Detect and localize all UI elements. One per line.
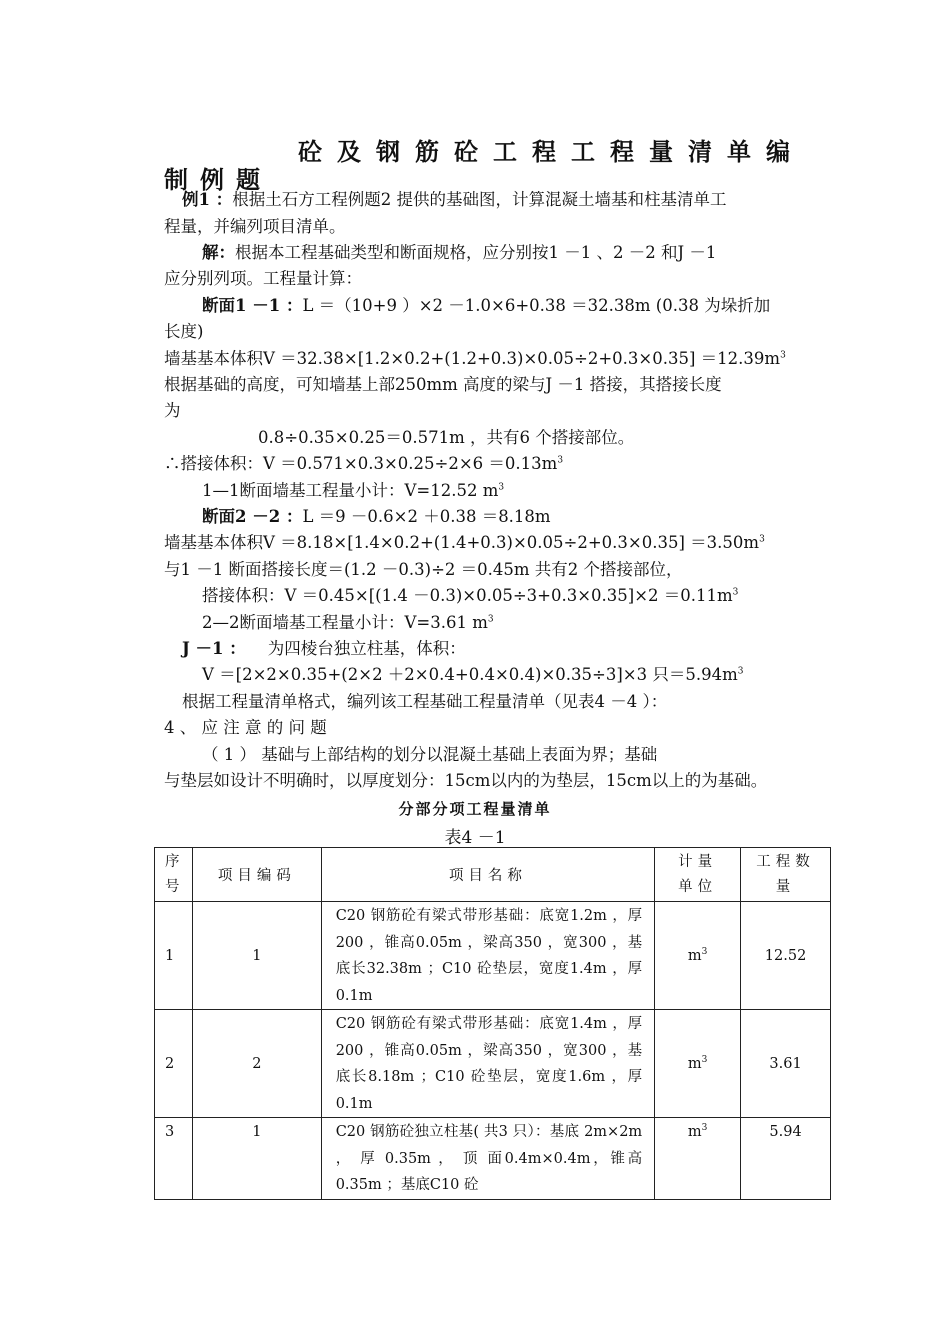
table-title: 分部分项工程量清单: [398, 800, 552, 818]
table-row: [155, 1010, 831, 1118]
row-1-seq: 1: [155, 902, 193, 1010]
solution-text: 根据本工程基础类型和断面规格，应分别按1 －1 、2 －2 和J －1: [235, 243, 717, 262]
row-2-seq: 2: [155, 1010, 193, 1118]
doc-title-line1: 砼及钢筋砼工程工程量清单编: [298, 137, 805, 166]
overlap-volume-2-text: 搭接体积：V ＝0.45×[(1.4 －0.3)×0.05÷3+0.3×0.35]×2 ＝0.11m: [202, 586, 733, 605]
column-base-text: 为四棱台独立柱基，体积：: [267, 639, 466, 658]
unit-superscript: 3: [737, 666, 744, 677]
row-3-unit-text: m: [687, 1124, 702, 1140]
unit-superscript: 3: [498, 482, 505, 493]
row-1-unit-text: m: [687, 947, 702, 964]
section-1-length-cont: 长度): [164, 322, 204, 341]
doc-title-line2: 制例题: [164, 165, 272, 194]
row-3-seq: 3: [155, 1118, 193, 1200]
overlap-length-2: 与1 －1 断面搭接长度＝(1.2 －0.3)÷2 ＝0.45m 共有2 个搭接部位，: [164, 560, 683, 579]
section-2-length: [202, 506, 551, 528]
overlap-length: 0.8÷0.35×0.25＝0.571m ，共有6 个搭接部位。: [258, 428, 635, 447]
row-3-name: C20 钢筋砼独立柱基( 共3 只）：基底 2m×2m ， 厚 0.35m ， 顶 面0.4m×0.4m，锥高0.35m ；基底C10 砼: [321, 1118, 654, 1200]
row-1-unit: [655, 902, 741, 1010]
unit-superscript: 3: [732, 587, 739, 598]
example-statement: [182, 189, 726, 211]
section-2-label: 断面2 －2 ：: [202, 507, 303, 526]
column-base-volume-text: V ＝[2×2×0.35+(2×2 ＋2×0.4+0.4×0.4)×0.35÷3]×3 只＝5.94m: [202, 665, 738, 684]
header-seq: 序号: [155, 848, 193, 902]
solution-intro-cont: 应分别列项。工程量计算：: [164, 269, 362, 288]
wall-base-volume-1: [164, 348, 786, 370]
row-3-qty: 5.94: [741, 1118, 831, 1200]
column-base-intro: [182, 638, 466, 660]
list-reference: 根据工程量清单格式，编列该工程基础工程量清单（见表4 －4 ）：: [182, 692, 668, 711]
row-1-name: C20 钢筋砼有梁式带形基础：底宽1.2m ，厚200 ，锥高0.05m ，梁高350 ，宽300 ，基底长32.38m ；C10 砼垫层，宽度1.4m ，厚0.1m: [321, 902, 654, 1010]
header-name: 项目名称: [321, 848, 654, 902]
unit-superscript: 3: [701, 946, 708, 957]
example-statement-cont: 程量，并编列项目清单。: [164, 217, 346, 236]
row-1-qty: 12.52: [741, 902, 831, 1010]
wall-base-volume-2-text: 墙基基本体积V ＝8.18×[1.4×0.2+(1.4+0.3)×0.05÷2+0.3×0.35] ＝3.50m: [164, 533, 760, 552]
unit-superscript: 3: [487, 614, 494, 625]
section-1-subtotal: [202, 480, 504, 502]
header-code: 项目编码: [192, 848, 321, 902]
overlap-description: 根据基础的高度，可知墙基上部250mm 高度的梁与J －1 搭接，其搭接长度: [164, 375, 722, 394]
row-2-unit-text: m: [687, 1055, 702, 1072]
row-2-unit: [655, 1010, 741, 1118]
row-2-code: 2: [192, 1010, 321, 1118]
header-qty: 工程数量: [741, 848, 831, 902]
row-3-unit: [655, 1118, 741, 1200]
section-1-subtotal-text: 1—1断面墙基工程量小计：V=12.52 m: [202, 481, 499, 500]
unit-superscript: 3: [557, 455, 564, 466]
overlap-volume-1-text: ∴搭接体积：V ＝0.571×0.3×0.25÷2×6 ＝0.13m: [164, 454, 558, 473]
column-base-label: J －1 ：: [182, 639, 246, 658]
solution-label: 解：: [202, 243, 235, 262]
wall-base-volume-1-text: 墙基基本体积V ＝32.38×[1.2×0.2+(1.2+0.3)×0.05÷2+0.3×0.35] ＝12.39m: [164, 349, 781, 368]
table-number: 表4 －1: [444, 828, 506, 848]
header-unit: 计量单位: [655, 848, 741, 902]
section-1-label: 断面1 －1 ：: [202, 296, 303, 315]
row-2-qty: 3.61: [741, 1010, 831, 1118]
row-3-code: 1: [192, 1118, 321, 1200]
overlap-description-cont: 为: [164, 401, 181, 420]
solution-intro: [202, 242, 716, 264]
unit-superscript: 3: [780, 350, 786, 361]
note-1-cont: 与垫层如设计不明确时，以厚度划分：15cm以内的为垫层，15cm以上的为基础。: [164, 771, 768, 790]
section-1-length: [202, 295, 770, 317]
row-2-name: C20 钢筋砼有梁式带形基础：底宽1.4m ，厚200 ，锥高0.05m ，梁高350 ，宽300 ，基底长8.18m ；C10 砼垫层，宽度1.6m ，厚0.1m: [321, 1010, 654, 1118]
example-label: 例1 ：: [182, 190, 233, 209]
unit-superscript: 3: [701, 1054, 708, 1065]
table-row: [155, 902, 831, 1010]
example-text: 根据土石方工程例题2 提供的基础图，计算混凝土墙基和柱基清单工: [232, 190, 727, 209]
note-1: （ 1 ） 基础与上部结构的划分以混凝土基础上表面为界；基础: [202, 745, 658, 764]
section-2-subtotal: [202, 612, 494, 634]
overlap-volume-1: [164, 453, 563, 475]
section-2-subtotal-text: 2—2断面墙基工程量小计：V=3.61 m: [202, 613, 488, 632]
bill-of-quantities-table: [154, 847, 831, 1200]
overlap-volume-2: [202, 585, 738, 607]
table-row: [155, 1118, 831, 1200]
row-1-code: 1: [192, 902, 321, 1010]
unit-superscript: 3: [759, 534, 765, 545]
section-1-formula: L ＝（10+9 ）×2 －1.0×6+0.38 ＝32.38m (0.38 为垛折加: [302, 296, 771, 315]
section-2-formula: L ＝9 －0.6×2 ＋0.38 ＝8.18m: [302, 507, 551, 526]
notes-heading: 4 、 应 注 意 的 问 题: [164, 718, 327, 737]
table-header-row: [155, 848, 831, 902]
column-base-volume: [202, 664, 743, 686]
unit-superscript: 3: [701, 1123, 708, 1134]
wall-base-volume-2: [164, 532, 765, 554]
